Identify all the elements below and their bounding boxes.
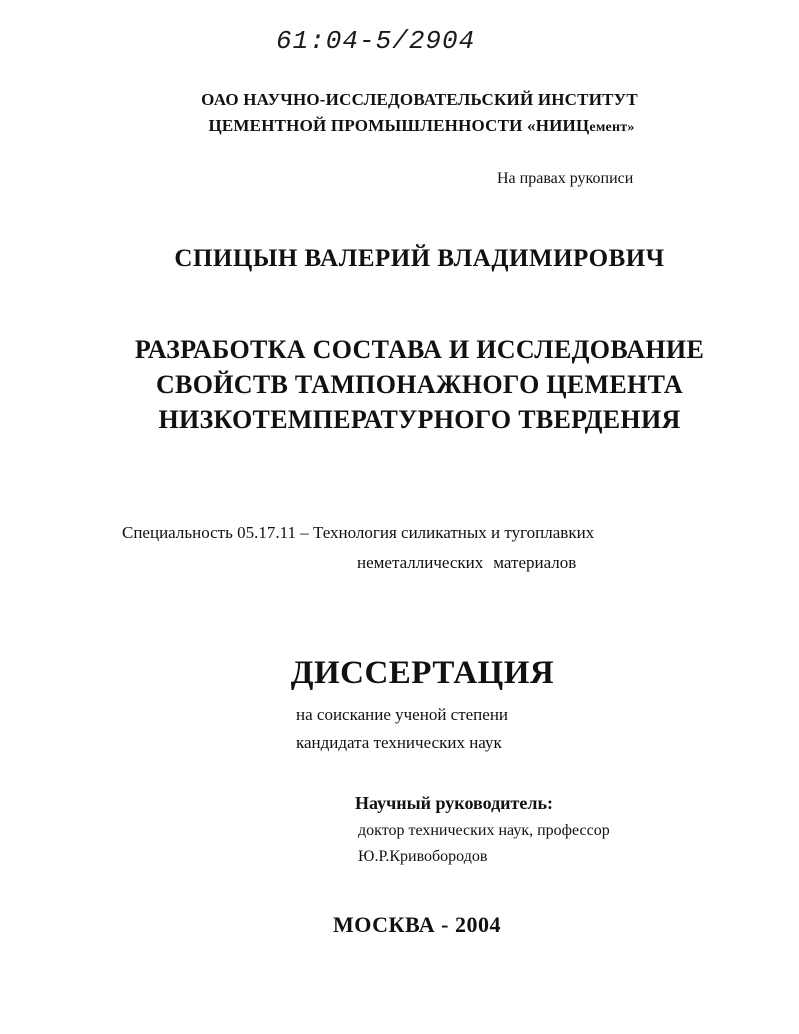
institution-line-2-small: емент» xyxy=(589,120,635,135)
specialty-line-2-word-1: неметаллических xyxy=(357,553,484,572)
specialty-line-2-word-2: материалов xyxy=(493,553,577,572)
degree-line-1: на соискание ученой степени xyxy=(296,705,509,724)
institution-line-2-main: ЦЕМЕНТНОЙ ПРОМЫШЛЕННОСТИ «НИИЦ xyxy=(208,116,590,135)
institution-line-1: ОАО НАУЧНО-ИССЛЕДОВАТЕЛЬСКИЙ ИНСТИТУТ xyxy=(201,90,638,109)
author-name: СПИЦЫН ВАЛЕРИЙ ВЛАДИМИРОВИЧ xyxy=(174,245,665,272)
archive-code: 61:04-5/2904 xyxy=(276,26,476,56)
thesis-title-line-1: РАЗРАБОТКА СОСТАВА И ИССЛЕДОВАНИЕ xyxy=(134,335,705,364)
document-type: ДИССЕРТАЦИЯ xyxy=(290,655,555,691)
thesis-title-line-3: НИЗКОТЕМПЕРАТУРНОГО ТВЕРДЕНИЯ xyxy=(158,405,681,434)
specialty-line-2 xyxy=(357,553,576,573)
rights-note: На правах рукописи xyxy=(497,170,634,187)
thesis-title-line-2: СВОЙСТВ ТАМПОНАЖНОГО ЦЕМЕНТА xyxy=(155,370,683,399)
supervisor-name: Ю.Р.Кривобородов xyxy=(358,848,488,865)
supervisor-label: Научный руководитель: xyxy=(355,793,553,813)
specialty-line-1: Специальность 05.17.11 – Технология силикатных и тугоплавких xyxy=(122,523,595,542)
supervisor-title: доктор технических наук, профессор xyxy=(358,822,610,839)
institution-line-2 xyxy=(22,116,799,136)
city-year: МОСКВА - 2004 xyxy=(333,912,501,937)
degree-line-2: кандидата технических наук xyxy=(296,733,502,752)
